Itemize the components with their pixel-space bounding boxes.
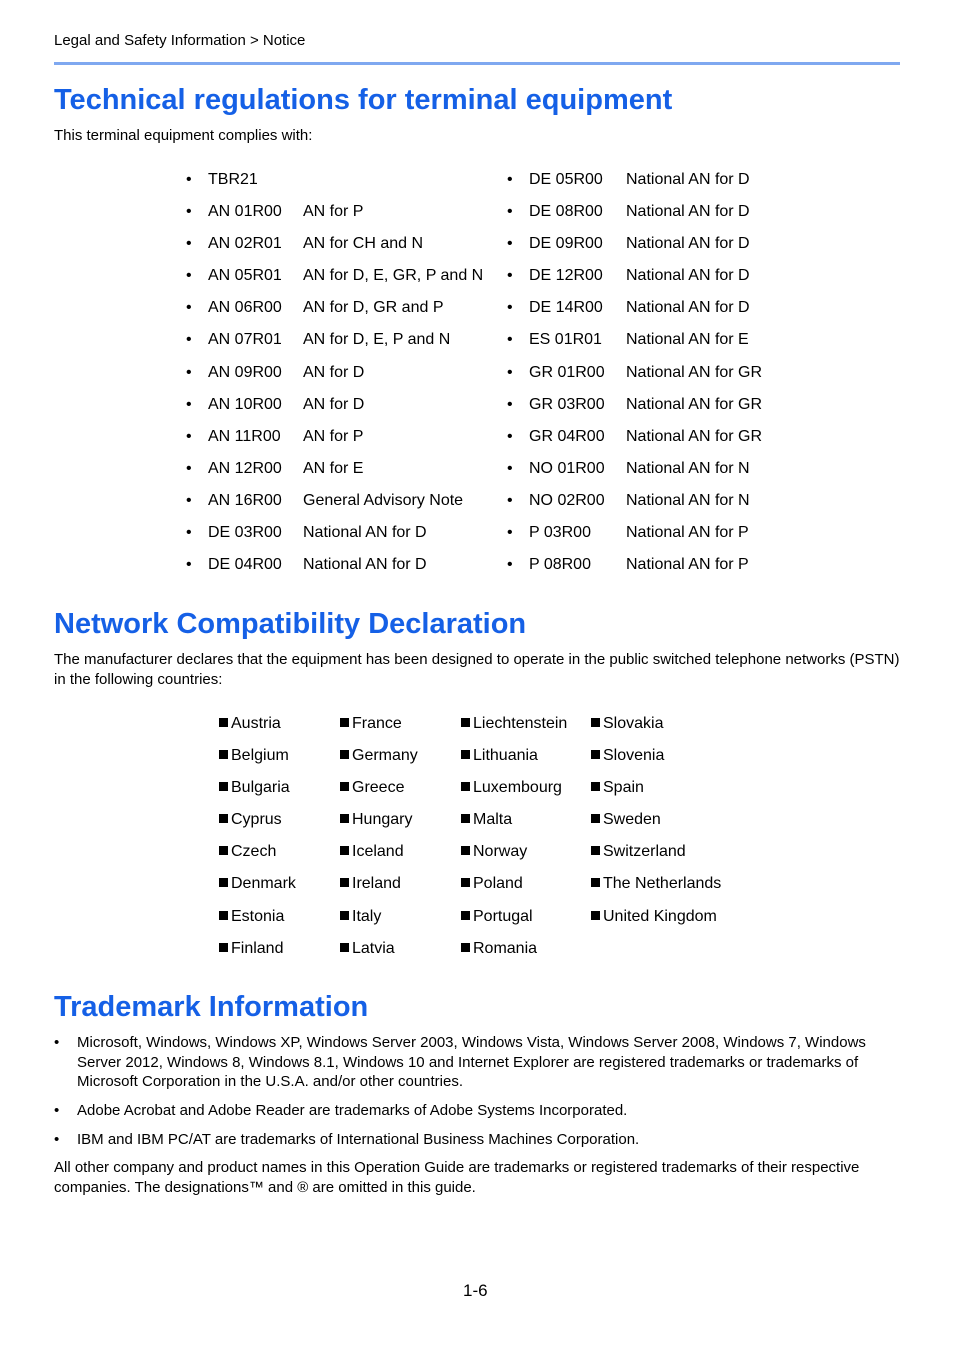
bullet: • (507, 491, 513, 509)
country-name: France (352, 715, 402, 732)
country-name: Sweden (603, 811, 661, 829)
regulation-item (507, 421, 797, 453)
regulation-code: NO 02R00 (529, 491, 605, 509)
country-name: Lithuania (473, 747, 538, 765)
regulation-description: AN for D, GR and P (303, 299, 444, 317)
square-bullet-icon (340, 750, 349, 759)
country-name: Malta (473, 811, 513, 829)
country-name: Romania (473, 939, 538, 957)
regulation-code: GR 03R00 (529, 395, 605, 413)
regulation-code: DE 04R00 (208, 556, 282, 574)
bullet: • (507, 363, 513, 381)
country-name: The Netherlands (603, 875, 722, 893)
regulation-code: AN 10R00 (208, 395, 282, 413)
regulation-description: National AN for P (626, 524, 749, 542)
bullet: • (186, 459, 192, 477)
bullet: • (186, 491, 192, 509)
trademark-heading: Trademark Information (54, 991, 369, 1023)
regulation-code: TBR21 (208, 171, 258, 188)
square-bullet-icon (340, 814, 349, 823)
country-name: Belgium (231, 747, 289, 765)
country-item (461, 804, 567, 836)
square-bullet-icon (591, 782, 600, 791)
trademark-item (54, 1130, 894, 1150)
network-compatibility-heading: Network Compatibility Declaration (54, 608, 527, 640)
regulation-item (507, 517, 797, 549)
bullet: • (507, 395, 513, 413)
square-bullet-icon (219, 718, 228, 727)
square-bullet-icon (591, 750, 600, 759)
regulation-description: National AN for D (626, 267, 750, 285)
square-bullet-icon (340, 878, 349, 887)
regulation-description: AN for D (303, 363, 365, 381)
regulation-item (186, 517, 496, 549)
country-name: Bulgaria (231, 779, 290, 797)
country-name: Hungary (352, 811, 413, 829)
square-bullet-icon (461, 814, 470, 823)
country-name: Italy (352, 907, 382, 925)
regulation-item (186, 357, 496, 389)
regulation-description: National AN for GR (626, 363, 763, 381)
square-bullet-icon (219, 750, 228, 759)
square-bullet-icon (219, 782, 228, 791)
country-name: Portugal (473, 907, 533, 925)
bullet: • (507, 459, 513, 477)
regulation-description: National AN for D (626, 299, 750, 317)
bullet: • (186, 331, 192, 349)
regulation-code: GR 04R00 (529, 427, 605, 445)
technical-regulations-heading: Technical regulations for terminal equipment (54, 84, 673, 116)
country-name: Austria (231, 715, 281, 732)
square-bullet-icon (461, 943, 470, 952)
bullet: • (186, 267, 192, 285)
square-bullet-icon (591, 911, 600, 920)
regulation-item (186, 228, 496, 260)
country-item (461, 708, 567, 740)
regulation-description: National AN for N (626, 491, 750, 509)
bullet: • (54, 1102, 60, 1119)
regulation-item (507, 549, 797, 581)
regulation-code: AN 01R00 (208, 203, 282, 221)
bullet: • (186, 203, 192, 221)
bullet: • (186, 171, 192, 188)
country-item (461, 933, 567, 965)
regulation-code: DE 09R00 (529, 235, 603, 253)
country-item (461, 868, 567, 900)
regulation-item (507, 324, 797, 356)
country-name: Czech (231, 843, 277, 861)
square-bullet-icon (461, 878, 470, 887)
country-item (219, 708, 296, 740)
regulation-item (186, 260, 496, 292)
country-item (461, 836, 567, 868)
bullet: • (186, 235, 192, 253)
country-name: Liechtenstein (473, 715, 568, 732)
regulation-description: National AN for D (626, 203, 750, 221)
regulation-code: AN 16R00 (208, 491, 282, 509)
bullet: • (54, 1131, 60, 1148)
regulation-description: National AN for E (626, 331, 749, 349)
square-bullet-icon (340, 718, 349, 727)
regulation-description: National AN for D (303, 524, 427, 542)
square-bullet-icon (461, 782, 470, 791)
square-bullet-icon (340, 846, 349, 855)
country-item (591, 740, 721, 772)
countries-column-4 (591, 708, 721, 933)
regulation-code: AN 09R00 (208, 363, 282, 381)
bullet: • (507, 331, 513, 349)
regulation-item (186, 292, 496, 324)
regulation-code: DE 08R00 (529, 203, 603, 221)
regulation-code: DE 14R00 (529, 299, 603, 317)
regulation-code: GR 01R00 (529, 363, 605, 381)
country-item (219, 772, 296, 804)
bullet: • (507, 427, 513, 445)
regulation-item (507, 260, 797, 292)
regulation-description: AN for P (303, 427, 364, 445)
bullet: • (507, 524, 513, 542)
square-bullet-icon (591, 814, 600, 823)
breadcrumb: Legal and Safety Information > Notice (54, 32, 306, 49)
regulation-item (507, 228, 797, 260)
country-item (219, 868, 296, 900)
square-bullet-icon (219, 814, 228, 823)
country-item (461, 901, 567, 933)
country-item (340, 708, 418, 740)
bullet: • (54, 1034, 60, 1051)
square-bullet-icon (219, 943, 228, 952)
bullet: • (186, 363, 192, 381)
square-bullet-icon (219, 846, 228, 855)
bullet: • (186, 524, 192, 542)
regulation-code: DE 03R00 (208, 524, 282, 542)
square-bullet-icon (461, 750, 470, 759)
square-bullet-icon (591, 718, 600, 727)
regulation-code: DE 05R00 (529, 171, 603, 188)
regulation-description: AN for D, E, P and N (303, 331, 451, 349)
regulation-item (186, 196, 496, 228)
regulation-code: NO 01R00 (529, 459, 605, 477)
bullet: • (186, 427, 192, 445)
country-name: Ireland (352, 875, 401, 893)
country-item (219, 740, 296, 772)
header-rule (54, 62, 900, 65)
square-bullet-icon (461, 718, 470, 727)
square-bullet-icon (219, 878, 228, 887)
regulation-item (186, 485, 496, 517)
trademark-item (54, 1033, 894, 1092)
regulation-code: AN 02R01 (208, 235, 282, 253)
regulation-description: AN for CH and N (303, 235, 424, 253)
country-name: Poland (473, 875, 523, 893)
trademark-item (54, 1101, 894, 1121)
country-name: Slovakia (603, 715, 664, 732)
trademark-text: Microsoft, Windows, Windows XP, Windows Server 2003, Windows Vista, Windows Server 2008, Windows 7, Windows Server 2012, Windows 8, Windows 8.1, Windows 10 and Internet Explorer are registered trademarks or trademarks of Microsoft Corporation in the U.S.A. and/or other countries. (77, 1034, 866, 1090)
country-name: Norway (473, 843, 528, 861)
country-name: Latvia (352, 939, 395, 957)
bullet: • (507, 171, 513, 188)
regulation-code: P 03R00 (529, 524, 591, 542)
country-name: United Kingdom (603, 907, 717, 925)
country-item (340, 933, 418, 965)
country-name: Finland (231, 939, 284, 957)
regulation-description: General Advisory Note (303, 491, 464, 509)
bullet: • (507, 299, 513, 317)
square-bullet-icon (340, 911, 349, 920)
regulation-item (186, 453, 496, 485)
country-name: Luxembourg (473, 779, 562, 797)
regulation-description: National AN for D (626, 235, 750, 253)
country-item (591, 804, 721, 836)
country-item (340, 804, 418, 836)
regulation-description: National AN for P (626, 556, 749, 574)
bullet: • (507, 203, 513, 221)
country-item (219, 901, 296, 933)
regulation-code: AN 06R00 (208, 299, 282, 317)
regulation-item (186, 389, 496, 421)
network-intro: The manufacturer declares that the equipment has been designed to operate in the public switched telephone networks (PSTN) in the following countries: (54, 651, 900, 688)
country-name: Spain (603, 779, 644, 797)
country-item (219, 933, 296, 965)
country-name: Denmark (231, 875, 296, 893)
regulation-item (507, 485, 797, 517)
country-name: Greece (352, 779, 405, 797)
country-item (340, 901, 418, 933)
regulation-item (507, 164, 797, 196)
bullet: • (507, 556, 513, 574)
country-item (591, 868, 721, 900)
country-name: Slovenia (603, 747, 665, 765)
country-item (340, 740, 418, 772)
regulation-item (186, 421, 496, 453)
country-item (591, 901, 721, 933)
regulation-item (507, 453, 797, 485)
trademark-text: Adobe Acrobat and Adobe Reader are trademarks of Adobe Systems Incorporated. (77, 1102, 628, 1119)
regulation-description: National AN for GR (626, 427, 763, 445)
bullet: • (186, 556, 192, 574)
country-name: Cyprus (231, 811, 282, 829)
square-bullet-icon (591, 878, 600, 887)
country-item (591, 772, 721, 804)
bullet: • (186, 395, 192, 413)
regulation-description: National AN for GR (626, 395, 763, 413)
country-item (219, 804, 296, 836)
countries-column-1 (219, 708, 296, 965)
country-item (340, 772, 418, 804)
regulation-description: AN for E (303, 459, 364, 477)
page-number: 1-6 (463, 1281, 488, 1300)
trademark-text: IBM and IBM PC/AT are trademarks of International Business Machines Corporation. (77, 1131, 640, 1148)
regulation-item (186, 324, 496, 356)
regulation-code: ES 01R01 (529, 331, 602, 349)
country-item (461, 740, 567, 772)
countries-column-3 (461, 708, 567, 965)
regulations-left-column (186, 164, 496, 581)
country-item (340, 836, 418, 868)
regulation-code: AN 07R01 (208, 331, 282, 349)
regulation-item (507, 389, 797, 421)
square-bullet-icon (591, 846, 600, 855)
regulation-description: National AN for D (303, 556, 427, 574)
regulation-description: National AN for N (626, 459, 750, 477)
bullet: • (507, 267, 513, 285)
country-name: Germany (352, 747, 418, 765)
bullet: • (186, 299, 192, 317)
regulation-description: National AN for D (626, 171, 750, 188)
regulation-code: AN 11R00 (208, 427, 281, 445)
country-item (340, 868, 418, 900)
regulation-item (186, 164, 496, 196)
country-name: Estonia (231, 907, 285, 925)
regulation-code: P 08R00 (529, 556, 591, 574)
bullet: • (507, 235, 513, 253)
regulation-code: AN 12R00 (208, 459, 282, 477)
countries-column-2 (340, 708, 418, 965)
regulation-item (186, 549, 496, 581)
square-bullet-icon (461, 846, 470, 855)
regulation-description: AN for D, E, GR, P and N (303, 267, 484, 285)
regulation-description: AN for D (303, 395, 365, 413)
country-name: Iceland (352, 843, 404, 861)
regulation-item (507, 292, 797, 324)
trademark-closing: All other company and product names in this Operation Guide are trademarks or registered trademarks of their respective companies. The designations™ and ® are omitted in this guide. (54, 1159, 860, 1196)
regulation-code: AN 05R01 (208, 267, 282, 285)
country-item (591, 708, 721, 740)
regulation-code: DE 12R00 (529, 267, 603, 285)
square-bullet-icon (340, 782, 349, 791)
country-item (591, 836, 721, 868)
country-name: Switzerland (603, 843, 686, 861)
country-item (219, 836, 296, 868)
technical-intro: This terminal equipment complies with: (54, 127, 313, 144)
square-bullet-icon (340, 943, 349, 952)
country-item (461, 772, 567, 804)
square-bullet-icon (461, 911, 470, 920)
regulation-description: AN for P (303, 203, 364, 221)
regulations-right-column (507, 164, 797, 581)
regulation-item (507, 357, 797, 389)
square-bullet-icon (219, 911, 228, 920)
regulation-item (507, 196, 797, 228)
